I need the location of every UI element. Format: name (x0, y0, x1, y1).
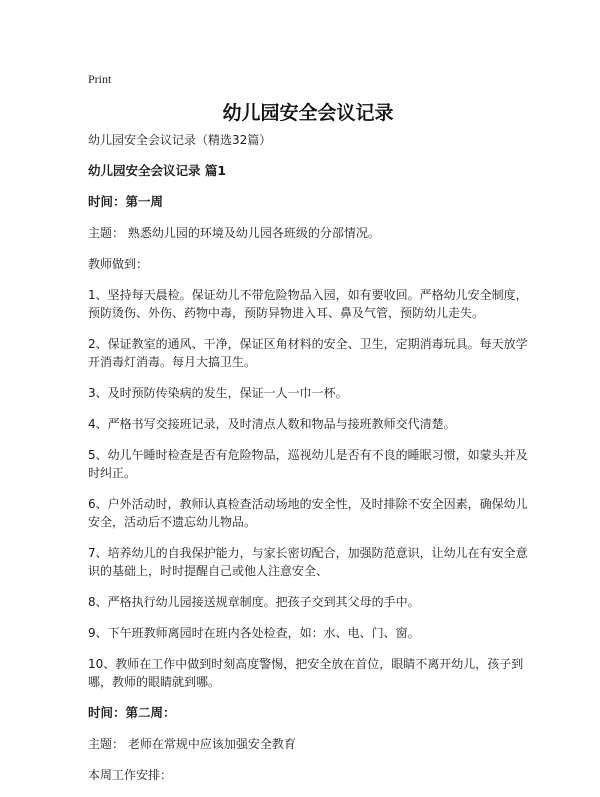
week2-theme: 主题： 老师在常规中应该加强安全教育 (88, 737, 296, 751)
list-item: 4、严格书写交接班记录，及时清点人数和物品与接班教师交代清楚。 (88, 417, 456, 431)
schedule-intro: 本周工作安排： (88, 768, 173, 782)
print-link[interactable]: Print (88, 72, 112, 86)
week1-theme: 主题： 熟悉幼儿园的环境及幼儿园各班级的分部情况。 (88, 226, 380, 240)
section-heading: 幼儿园安全会议记录 篇1 (88, 163, 227, 178)
list-item: 2、保证教室的通风、干净，保证区角材料的安全、卫生，定期消毒玩具。每天放学开消毒灯消毒。每月大搞卫生。 (88, 337, 528, 369)
document-body (88, 131, 528, 797)
list-item: 8、严格执行幼儿园接送规章制度。把孩子交到其父母的手中。 (88, 595, 420, 609)
list-item: 9、下午班教师离园时在班内各处检查，如：水、电、门、窗。 (88, 626, 420, 640)
list-item: 1、坚持每天晨检。保证幼儿不带危险物品入园，如有要收回。严格幼儿安全制度，预防烫伤、外伤、药物中毒，预防异物进入耳、鼻及气管，预防幼儿走失。 (88, 288, 528, 320)
list-item: 5、幼儿午睡时检查是否有危险物品，巡视幼儿是否有不良的睡眠习惯，如蒙头并及时纠正。 (88, 448, 528, 480)
list-item: 10、教师在工作中做到时刻高度警惕，把安全放在首位，眼睛不离开幼儿，孩子到哪，教师的眼睛就到哪。 (88, 657, 524, 689)
page-title: 幼儿园安全会议记录 (222, 102, 394, 124)
document-subtitle: 幼儿园安全会议记录（精选32篇） (88, 133, 272, 147)
list-item: 7、培养幼儿的自我保护能力，与家长密切配合，加强防范意识，让幼儿在有安全意识的基础上，时时提醒自己或他人注意安全、 (88, 546, 528, 578)
week1-time-heading: 时间：第一周 (88, 194, 164, 209)
teacher-intro: 教师做到： (88, 257, 149, 271)
week2-time-heading: 时间：第二周： (88, 705, 176, 720)
list-item: 6、户外活动时，教师认真检查活动场地的安全性，及时排除不安全因素，确保幼儿安全，活动后不遗忘幼儿物品。 (88, 497, 528, 529)
list-item: 3、及时预防传染病的发生，保证一人一巾一杯。 (88, 386, 348, 400)
